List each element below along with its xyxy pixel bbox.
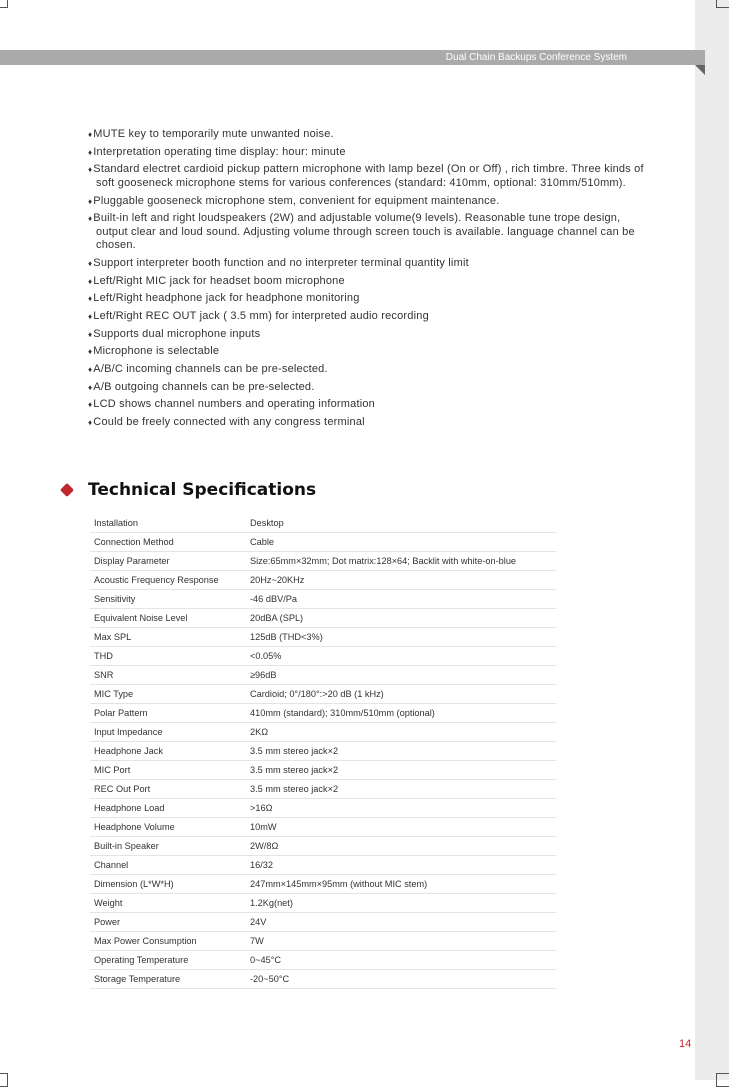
spec-value: 0~45°C [246, 951, 556, 970]
spec-label: Dimension (L*W*H) [90, 875, 246, 894]
crop-mark [0, 0, 8, 8]
crop-mark [716, 0, 729, 8]
feature-item: ♦ Left/Right headphone jack for headphone monitoring [88, 292, 648, 306]
spec-label: Equivalent Noise Level [90, 609, 246, 628]
spec-row [90, 590, 556, 609]
spec-row [90, 799, 556, 818]
spec-row [90, 894, 556, 913]
feature-item: ♦ Left/Right MIC jack for headset boom microphone [88, 275, 648, 289]
spec-row [90, 875, 556, 894]
spec-label: REC Out Port [90, 780, 246, 799]
spec-value: 24V [246, 913, 556, 932]
spec-value: 125dB (THD<3%) [246, 628, 556, 647]
spec-value: 2KΩ [246, 723, 556, 742]
spec-label: Weight [90, 894, 246, 913]
feature-item: ♦ Standard electret cardioid pickup pattern microphone with lamp bezel (On or Off) , rich timbre. Three kinds of soft gooseneck microphone stems for various conferences (standard: 410mm, optional: 310mm/510mm). [88, 163, 648, 190]
spec-label: MIC Type [90, 685, 246, 704]
spec-row [90, 742, 556, 761]
spec-row [90, 856, 556, 875]
spec-row [90, 932, 556, 951]
spec-row [90, 533, 556, 552]
feature-item: ♦ Microphone is selectable [88, 345, 648, 359]
spec-label: Max Power Consumption [90, 932, 246, 951]
feature-item: ♦ Interpretation operating time display: hour: minute [88, 146, 648, 160]
spec-label: Headphone Volume [90, 818, 246, 837]
spec-value: Cardioid; 0°/180°:>20 dB (1 kHz) [246, 685, 556, 704]
spec-label: Max SPL [90, 628, 246, 647]
spec-label: Channel [90, 856, 246, 875]
spec-row [90, 628, 556, 647]
page-margin-strip [695, 0, 729, 1080]
crop-mark [0, 1073, 8, 1087]
spec-row [90, 761, 556, 780]
spec-label: Acoustic Frequency Response [90, 571, 246, 590]
spec-value: <0.05% [246, 647, 556, 666]
spec-value: 3.5 mm stereo jack×2 [246, 761, 556, 780]
spec-label: Installation [90, 514, 246, 533]
spec-value: >16Ω [246, 799, 556, 818]
spec-row [90, 818, 556, 837]
page-number: 14 [679, 1038, 692, 1050]
spec-value: 7W [246, 932, 556, 951]
spec-value: -46 dBV/Pa [246, 590, 556, 609]
spec-label: Input Impedance [90, 723, 246, 742]
spec-value: 16/32 [246, 856, 556, 875]
spec-row [90, 951, 556, 970]
spec-label: Polar Pattern [90, 704, 246, 723]
spec-value: Size:65mm×32mm; Dot matrix:128×64; Backlit with white-on-blue [246, 552, 556, 571]
spec-row [90, 666, 556, 685]
spec-value: Desktop [246, 514, 556, 533]
spec-value: 3.5 mm stereo jack×2 [246, 742, 556, 761]
spec-label: Display Parameter [90, 552, 246, 571]
feature-item: ♦ Pluggable gooseneck microphone stem, convenient for equipment maintenance. [88, 195, 648, 209]
spec-value: 410mm (standard); 310mm/510mm (optional) [246, 704, 556, 723]
spec-row [90, 571, 556, 590]
spec-row [90, 609, 556, 628]
spec-row [90, 514, 556, 533]
spec-value: 3.5 mm stereo jack×2 [246, 780, 556, 799]
diamond-bullet-icon [60, 483, 74, 497]
spec-row [90, 723, 556, 742]
spec-label: Operating Temperature [90, 951, 246, 970]
spec-value: 10mW [246, 818, 556, 837]
spec-value: 2W/8Ω [246, 837, 556, 856]
feature-item: ♦ LCD shows channel numbers and operating information [88, 398, 648, 412]
spec-label: Sensitivity [90, 590, 246, 609]
spec-value: 20Hz~20KHz [246, 571, 556, 590]
spec-row [90, 647, 556, 666]
spec-row [90, 704, 556, 723]
spec-label: Headphone Jack [90, 742, 246, 761]
spec-row [90, 970, 556, 989]
feature-item: ♦ A/B/C incoming channels can be pre-selected. [88, 363, 648, 377]
feature-item: ♦ Could be freely connected with any congress terminal [88, 416, 648, 430]
feature-item: ♦ Supports dual microphone inputs [88, 328, 648, 342]
spec-table [90, 514, 556, 989]
section-heading [62, 480, 316, 500]
spec-label: MIC Port [90, 761, 246, 780]
feature-item: ♦ MUTE key to temporarily mute unwanted noise. [88, 128, 648, 142]
spec-row [90, 685, 556, 704]
spec-label: Built-in Speaker [90, 837, 246, 856]
spec-value: 1.2Kg(net) [246, 894, 556, 913]
spec-value: ≥96dB [246, 666, 556, 685]
feature-list [88, 128, 648, 434]
spec-label: Storage Temperature [90, 970, 246, 989]
spec-row [90, 837, 556, 856]
header-title: Dual Chain Backups Conference System [445, 52, 627, 63]
spec-label: Connection Method [90, 533, 246, 552]
feature-item: ♦ A/B outgoing channels can be pre-selected. [88, 381, 648, 395]
spec-value: 247mm×145mm×95mm (without MIC stem) [246, 875, 556, 894]
header-fold [695, 65, 705, 75]
spec-row [90, 780, 556, 799]
spec-value: -20~50°C [246, 970, 556, 989]
spec-label: Power [90, 913, 246, 932]
spec-label: Headphone Load [90, 799, 246, 818]
spec-row [90, 913, 556, 932]
feature-item: ♦ Left/Right REC OUT jack ( 3.5 mm) for interpreted audio recording [88, 310, 648, 324]
section-title: Technical Specifications [88, 480, 317, 500]
crop-mark [716, 1073, 729, 1087]
feature-item: ♦ Support interpreter booth function and no interpreter terminal quantity limit [88, 257, 648, 271]
header-bar [0, 50, 705, 65]
spec-value: 20dBA (SPL) [246, 609, 556, 628]
spec-value: Cable [246, 533, 556, 552]
spec-label: THD [90, 647, 246, 666]
feature-item: ♦ Built-in left and right loudspeakers (2W) and adjustable volume(9 levels). Reasonable tune trope design, output clear and loud sound. Adjusting volume through screen touch is available. language channel can be chosen. [88, 212, 648, 253]
spec-label: SNR [90, 666, 246, 685]
spec-row [90, 552, 556, 571]
